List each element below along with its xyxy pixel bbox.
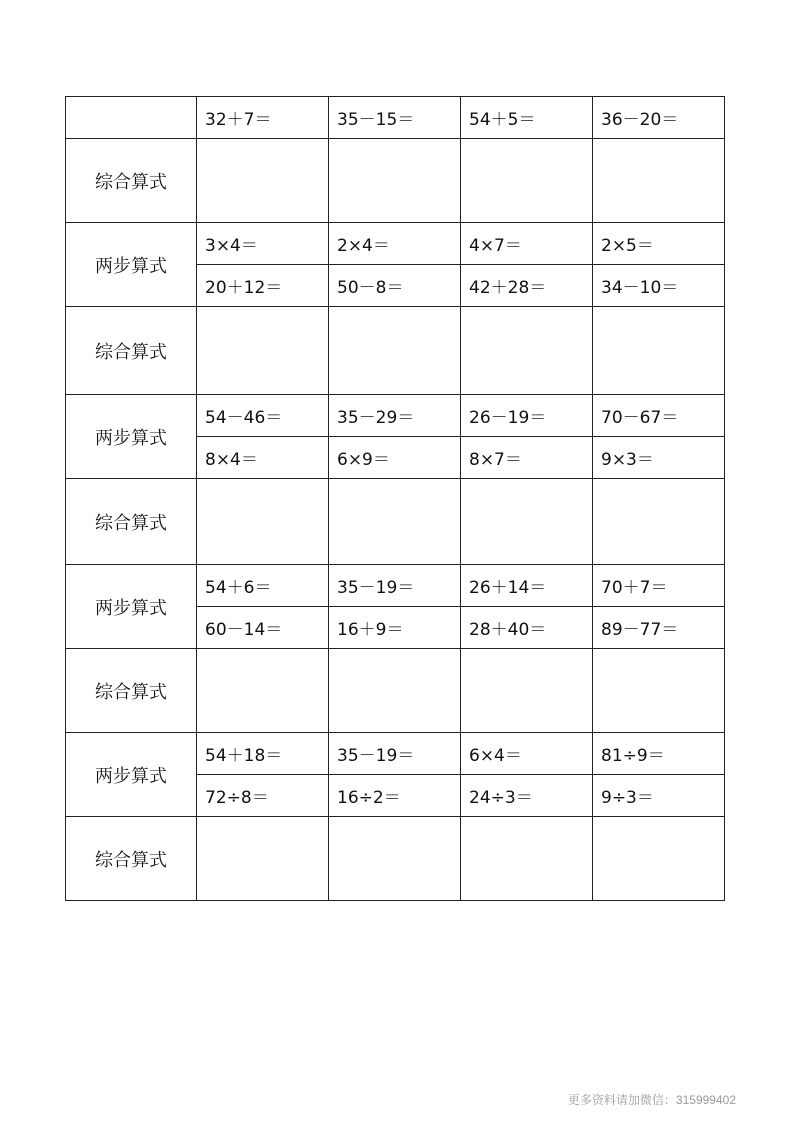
synthesis-label: 综合算式 xyxy=(66,307,197,395)
expression-cell: 89－77＝ xyxy=(593,607,725,649)
expression-cell: 28＋40＝ xyxy=(461,607,593,649)
empty-cell xyxy=(66,97,197,139)
footer-contact-note: 更多资料请加微信：315999402 xyxy=(567,1093,736,1107)
expression-cell: 42＋28＝ xyxy=(461,265,593,307)
answer-cell xyxy=(197,307,329,395)
answer-cell xyxy=(461,307,593,395)
synthesis-label: 综合算式 xyxy=(66,649,197,733)
expression-cell: 54－46＝ xyxy=(197,395,329,437)
table-row xyxy=(66,395,725,437)
expression-cell: 2×5＝ xyxy=(593,223,725,265)
answer-cell xyxy=(197,649,329,733)
step-label: 两步算式 xyxy=(66,565,197,649)
expression-cell: 4×7＝ xyxy=(461,223,593,265)
answer-cell xyxy=(461,817,593,901)
answer-cell xyxy=(593,817,725,901)
answer-cell xyxy=(593,307,725,395)
step-label: 两步算式 xyxy=(66,733,197,817)
expression-cell: 35－29＝ xyxy=(329,395,461,437)
table-row xyxy=(66,223,725,265)
expression-cell: 9÷3＝ xyxy=(593,775,725,817)
expression-cell: 34－10＝ xyxy=(593,265,725,307)
step-label: 两步算式 xyxy=(66,395,197,479)
answer-cell xyxy=(461,479,593,565)
expression-cell: 32＋7＝ xyxy=(197,97,329,139)
answer-cell xyxy=(329,817,461,901)
step-label: 两步算式 xyxy=(66,223,197,307)
answer-cell xyxy=(197,139,329,223)
expression-cell: 54＋5＝ xyxy=(461,97,593,139)
worksheet-table xyxy=(65,96,725,901)
expression-cell: 70＋7＝ xyxy=(593,565,725,607)
answer-cell xyxy=(329,139,461,223)
synthesis-label: 综合算式 xyxy=(66,139,197,223)
answer-cell xyxy=(461,139,593,223)
expression-cell: 54＋18＝ xyxy=(197,733,329,775)
expression-cell: 9×3＝ xyxy=(593,437,725,479)
expression-cell: 8×4＝ xyxy=(197,437,329,479)
table-row xyxy=(66,649,725,733)
table-row xyxy=(66,817,725,901)
expression-cell: 6×4＝ xyxy=(461,733,593,775)
expression-cell: 16÷2＝ xyxy=(329,775,461,817)
expression-cell: 3×4＝ xyxy=(197,223,329,265)
expression-cell: 8×7＝ xyxy=(461,437,593,479)
answer-cell xyxy=(197,479,329,565)
expression-cell: 50－8＝ xyxy=(329,265,461,307)
expression-cell: 2×4＝ xyxy=(329,223,461,265)
expression-cell: 35－19＝ xyxy=(329,733,461,775)
table-row xyxy=(66,97,725,139)
table-row xyxy=(66,479,725,565)
table-row xyxy=(66,733,725,775)
answer-cell xyxy=(329,307,461,395)
expression-cell: 26＋14＝ xyxy=(461,565,593,607)
expression-cell: 35－19＝ xyxy=(329,565,461,607)
answer-cell xyxy=(461,649,593,733)
synthesis-label: 综合算式 xyxy=(66,479,197,565)
table-row xyxy=(66,139,725,223)
expression-cell: 6×9＝ xyxy=(329,437,461,479)
expression-cell: 20＋12＝ xyxy=(197,265,329,307)
synthesis-label: 综合算式 xyxy=(66,817,197,901)
answer-cell xyxy=(593,139,725,223)
answer-cell xyxy=(593,649,725,733)
expression-cell: 16＋9＝ xyxy=(329,607,461,649)
table-row xyxy=(66,307,725,395)
expression-cell: 54＋6＝ xyxy=(197,565,329,607)
expression-cell: 35－15＝ xyxy=(329,97,461,139)
answer-cell xyxy=(197,817,329,901)
expression-cell: 72÷8＝ xyxy=(197,775,329,817)
expression-cell: 36－20＝ xyxy=(593,97,725,139)
expression-cell: 81÷9＝ xyxy=(593,733,725,775)
answer-cell xyxy=(593,479,725,565)
answer-cell xyxy=(329,479,461,565)
expression-cell: 70－67＝ xyxy=(593,395,725,437)
expression-cell: 24÷3＝ xyxy=(461,775,593,817)
answer-cell xyxy=(329,649,461,733)
table-row xyxy=(66,565,725,607)
expression-cell: 60－14＝ xyxy=(197,607,329,649)
expression-cell: 26－19＝ xyxy=(461,395,593,437)
